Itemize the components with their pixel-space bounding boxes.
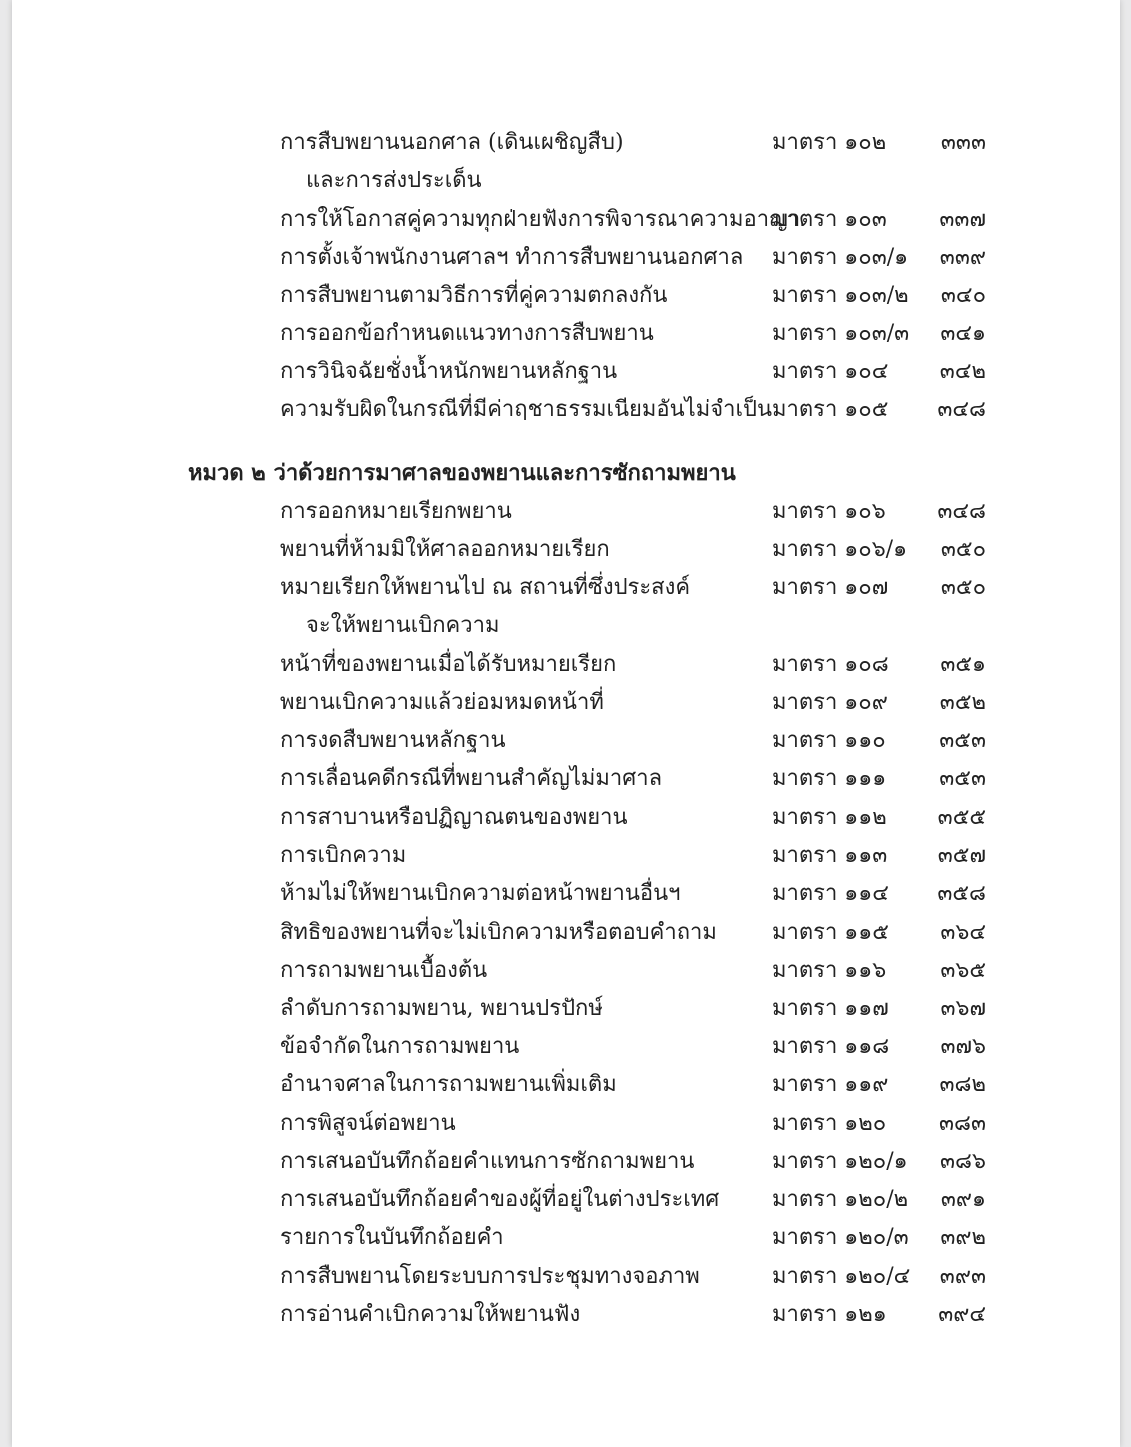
- entry-title: การเสนอบันทึกถ้อยคำแทนการซักถามพยาน: [280, 1149, 695, 1174]
- entry-page: ๓๔๑: [940, 321, 986, 346]
- entry-page: ๓๖๕: [940, 958, 986, 983]
- entry-section: มาตรา ๑๐๙: [772, 690, 888, 715]
- entry-section: มาตรา ๑๐๒: [772, 130, 887, 155]
- entry-title: ห้ามไม่ให้พยานเบิกความต่อหน้าพยานอื่นฯ: [280, 881, 681, 906]
- toc-entry: [12, 239, 1120, 277]
- document-page: [12, 0, 1120, 1447]
- entry-section: มาตรา ๑๑๖: [772, 958, 887, 983]
- toc-entry: [12, 277, 1120, 315]
- toc-entry: [12, 837, 1120, 875]
- entry-page: ๓๘๓: [938, 1111, 986, 1136]
- toc-entry-continuation: [12, 607, 1120, 645]
- toc-entry: [12, 315, 1120, 353]
- entry-page: ๓๕๓: [939, 766, 986, 791]
- toc-entry: [12, 1066, 1120, 1104]
- entry-title: รายการในบันทึกถ้อยคำ: [280, 1225, 504, 1250]
- entry-page: ๓๕๕: [937, 805, 986, 830]
- toc-entry: [12, 1181, 1120, 1219]
- entry-title: การงดสืบพยานหลักฐาน: [280, 728, 506, 753]
- entry-section: มาตรา ๑๒๐: [772, 1111, 887, 1136]
- entry-section: มาตรา ๑๑๐: [772, 728, 886, 753]
- entry-title: การอ่านคำเบิกความให้พยานฟัง: [280, 1302, 581, 1327]
- entry-title: ลำดับการถามพยาน, พยานปรปักษ์: [280, 996, 603, 1021]
- entry-title-continued: และการส่งประเด็น: [306, 168, 482, 193]
- entry-page: ๓๗๖: [940, 1034, 986, 1059]
- entry-title: การออกหมายเรียกพยาน: [280, 499, 512, 524]
- entry-section: มาตรา ๑๒๑: [772, 1302, 887, 1327]
- entry-section: มาตรา ๑๐๗: [772, 575, 889, 600]
- entry-section: มาตรา ๑๒๐/๓: [772, 1225, 909, 1250]
- toc-entry: [12, 124, 1120, 162]
- entry-section: มาตรา ๑๑๗: [772, 996, 889, 1021]
- entry-page: ๓๔๘: [937, 397, 986, 422]
- entry-title: การออกข้อกำหนดแนวทางการสืบพยาน: [280, 321, 654, 346]
- entry-section: มาตรา ๑๐๔: [772, 359, 889, 384]
- entry-page: ๓๙๔: [938, 1302, 986, 1327]
- toc-entry: [12, 569, 1120, 607]
- entry-section: มาตรา ๑๐๘: [772, 652, 889, 677]
- entry-section: มาตรา ๑๐๖/๑: [772, 537, 908, 562]
- toc-entry: [12, 531, 1120, 569]
- entry-title: การสืบพยานโดยระบบการประชุมทางจอภาพ: [280, 1264, 700, 1289]
- entry-section: มาตรา ๑๐๓/๒: [772, 283, 909, 308]
- entry-title: หน้าที่ของพยานเมื่อได้รับหมายเรียก: [280, 652, 617, 677]
- entry-title: การสาบานหรือปฏิญาณตนของพยาน: [280, 805, 628, 830]
- toc-entry: [12, 1258, 1120, 1296]
- entry-title: พยานที่ห้ามมิให้ศาลออกหมายเรียก: [280, 537, 610, 562]
- entry-page: ๓๕๑: [940, 652, 986, 677]
- entry-page: ๓๖๔: [940, 920, 986, 945]
- entry-page: ๓๘๒: [939, 1072, 986, 1097]
- entry-title: การให้โอกาสคู่ความทุกฝ่ายฟังการพิจารณาความอาญา: [280, 207, 801, 232]
- entry-title: การตั้งเจ้าพนักงานศาลฯ ทำการสืบพยานนอกศาล: [280, 245, 744, 270]
- entry-section: มาตรา ๑๑๕: [772, 920, 889, 945]
- entry-page: ๓๕๐: [940, 575, 986, 600]
- entry-page: ๓๔๒: [939, 359, 986, 384]
- entry-section: มาตรา ๑๐๓/๓: [772, 321, 910, 346]
- toc-entry: [12, 722, 1120, 760]
- toc-entry-continuation: [12, 162, 1120, 200]
- entry-page: ๓๕๘: [937, 881, 986, 906]
- entry-page: ๓๙๑: [940, 1187, 986, 1212]
- toc-entry: [12, 1105, 1120, 1143]
- entry-section: มาตรา ๑๐๖: [772, 499, 886, 524]
- entry-section: มาตรา ๑๒๐/๔: [772, 1264, 911, 1289]
- entry-page: ๓๓๓: [940, 130, 986, 155]
- entry-title: การถามพยานเบื้องต้น: [280, 958, 488, 983]
- toc-entry: [12, 760, 1120, 798]
- toc-entry: [12, 875, 1120, 913]
- entry-title: การเลื่อนคดีกรณีที่พยานสำคัญไม่มาศาล: [280, 766, 663, 791]
- toc-entry: [12, 799, 1120, 837]
- entry-page: ๓๖๗: [940, 996, 986, 1021]
- entry-title: อำนาจศาลในการถามพยานเพิ่มเติม: [280, 1072, 617, 1097]
- entry-section: มาตรา ๑๑๔: [772, 881, 889, 906]
- toc-entry: [12, 990, 1120, 1028]
- entry-section: มาตรา ๑๐๓/๑: [772, 245, 909, 270]
- toc-entry: [12, 952, 1120, 990]
- entry-title: การสืบพยานตามวิธีการที่คู่ความตกลงกัน: [280, 283, 668, 308]
- entry-section: มาตรา ๑๑๒: [772, 805, 887, 830]
- entry-page: ๓๕๓: [939, 728, 986, 753]
- toc-entry: [12, 391, 1120, 429]
- entry-section: มาตรา ๑๒๐/๒: [772, 1187, 909, 1212]
- entry-page: ๓๓๙: [939, 245, 986, 270]
- entry-page: ๓๔๘: [937, 499, 986, 524]
- toc-entry: [12, 684, 1120, 722]
- toc-entry: [12, 1028, 1120, 1066]
- entry-title: สิทธิของพยานที่จะไม่เบิกความหรือตอบคำถาม: [280, 920, 717, 945]
- entry-page: ๓๕๒: [939, 690, 986, 715]
- entry-title: หมายเรียกให้พยานไป ณ สถานที่ซึ่งประสงค์: [280, 575, 691, 600]
- toc-entry: [12, 914, 1120, 952]
- entry-section: มาตรา ๑๐๓: [772, 207, 887, 232]
- entry-section: มาตรา ๑๑๓: [772, 843, 888, 868]
- entry-page: ๓๙๓: [939, 1264, 986, 1289]
- toc-entry: [12, 1143, 1120, 1181]
- entry-title: ความรับผิดในกรณีที่มีค่าฤชาธรรมเนียมอันไม่จำเป็น: [280, 397, 772, 422]
- entry-page: ๓๔๐: [940, 283, 986, 308]
- entry-section: มาตรา ๑๑๙: [772, 1072, 889, 1097]
- entry-title: การพิสูจน์ต่อพยาน: [280, 1111, 456, 1136]
- entry-page: ๓๓๗: [939, 207, 986, 232]
- entry-page: ๓๙๒: [940, 1225, 986, 1250]
- entry-title: พยานเบิกความแล้วย่อมหมดหน้าที่: [280, 690, 604, 715]
- entry-page: ๓๕๐: [940, 537, 986, 562]
- toc-entry: [12, 646, 1120, 684]
- entry-title: การเสนอบันทึกถ้อยคำของผู้ที่อยู่ในต่างประเทศ: [280, 1187, 720, 1212]
- entry-title: การวินิจฉัยชั่งน้ำหนักพยานหลักฐาน: [280, 359, 618, 384]
- chapter-heading: หมวด ๒ ว่าด้วยการมาศาลของพยานและการซักถามพยาน: [188, 460, 736, 486]
- entry-page: ๓๘๖: [940, 1149, 986, 1174]
- toc-entry: [12, 201, 1120, 239]
- toc-entry: [12, 493, 1120, 531]
- entry-title: การสืบพยานนอกศาล (เดินเผชิญสืบ): [280, 130, 624, 155]
- entry-page: ๓๕๗: [937, 843, 986, 868]
- entry-title: การเบิกความ: [280, 843, 407, 868]
- entry-section: มาตรา ๑๑๑: [772, 766, 887, 791]
- toc-entry: [12, 1219, 1120, 1257]
- toc-entry: [12, 1296, 1120, 1334]
- entry-title-continued: จะให้พยานเบิกความ: [306, 613, 500, 638]
- entry-section: มาตรา ๑๐๕: [772, 397, 889, 422]
- entry-section: มาตรา ๑๒๐/๑: [772, 1149, 908, 1174]
- entry-title: ข้อจำกัดในการถามพยาน: [280, 1034, 520, 1059]
- entry-section: มาตรา ๑๑๘: [772, 1034, 890, 1059]
- toc-entry: [12, 353, 1120, 391]
